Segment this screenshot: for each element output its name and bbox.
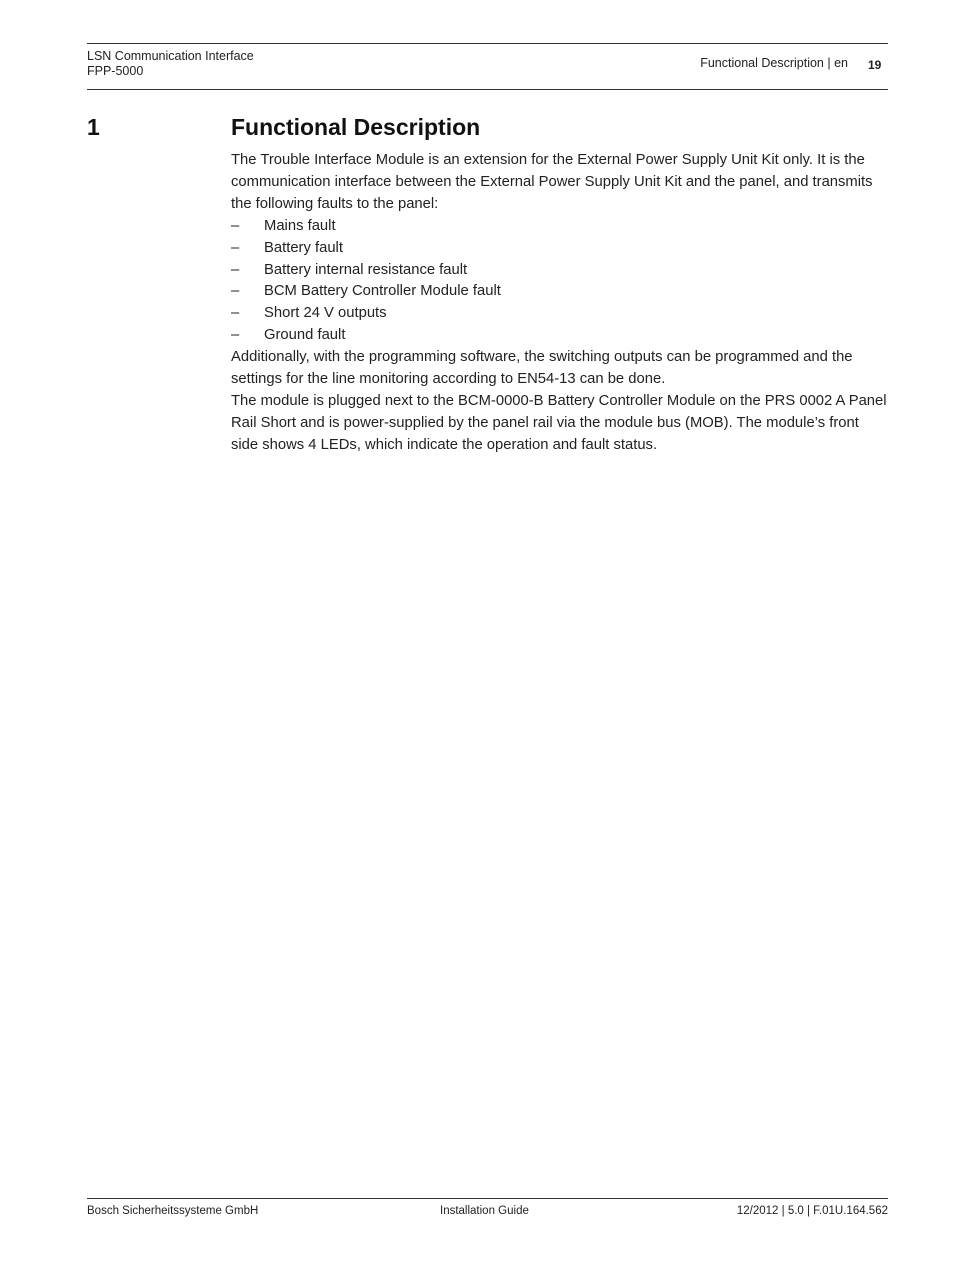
footer-version-info: 12/2012 | 5.0 | F.01U.164.562 (736, 1205, 888, 1217)
list-item (231, 260, 888, 282)
header-top-rule (87, 43, 888, 44)
footer-document-type: Installation Guide (440, 1205, 529, 1217)
programming-paragraph: Additionally, with the programming software, the switching outputs can be programmed and the settings for the line monitoring according to EN54-13 can be done. (231, 349, 853, 388)
header-doc-title: LSN Communication Interface (87, 49, 254, 63)
bullet-dash: – (231, 261, 240, 278)
fault-list (231, 216, 888, 347)
bullet-dash: – (231, 217, 240, 234)
bullet-dash: – (231, 327, 240, 344)
list-item-text: Short 24 V outputs (264, 305, 387, 322)
list-item-text: Battery fault (264, 239, 343, 256)
list-item-text: Battery internal resistance fault (264, 261, 468, 278)
list-item-text: Mains fault (264, 217, 336, 234)
list-item (231, 325, 888, 347)
footer-company: Bosch Sicherheitssysteme GmbH (87, 1205, 259, 1217)
footer-rule (87, 1198, 888, 1199)
bullet-dash: – (231, 305, 240, 322)
header-document-info (87, 49, 254, 79)
list-item-text: BCM Battery Controller Module fault (264, 283, 501, 300)
chapter-number: 1 (87, 114, 100, 140)
intro-paragraph: The Trouble Interface Module is an extension for the External Power Supply Unit Kit only. It is the communication interface between the External Power Supply Unit Kit and the panel, and transmits the following faults to the panel: (231, 152, 873, 212)
chapter-title: Functional Description (231, 114, 481, 140)
header-page-number: 19 (868, 58, 882, 72)
header-bottom-rule (87, 89, 888, 90)
bullet-dash: – (231, 283, 240, 300)
list-item (231, 238, 888, 260)
list-item (231, 281, 888, 303)
header-product-code: FPP-5000 (87, 64, 144, 78)
bullet-dash: – (231, 239, 240, 256)
list-item (231, 216, 888, 238)
list-item-text: Ground fault (264, 327, 346, 344)
module-paragraph: The module is plugged next to the BCM-0000-B Battery Controller Module on the PRS 0002 A Panel Rail Short and is power-supplied by the panel rail via the module bus (MOB). The module’s front side shows 4 LEDs, which indicate the operation and fault status. (231, 392, 887, 453)
header-section-label: Functional Description | en (700, 56, 848, 70)
chapter-body (231, 150, 888, 457)
list-item (231, 303, 888, 325)
